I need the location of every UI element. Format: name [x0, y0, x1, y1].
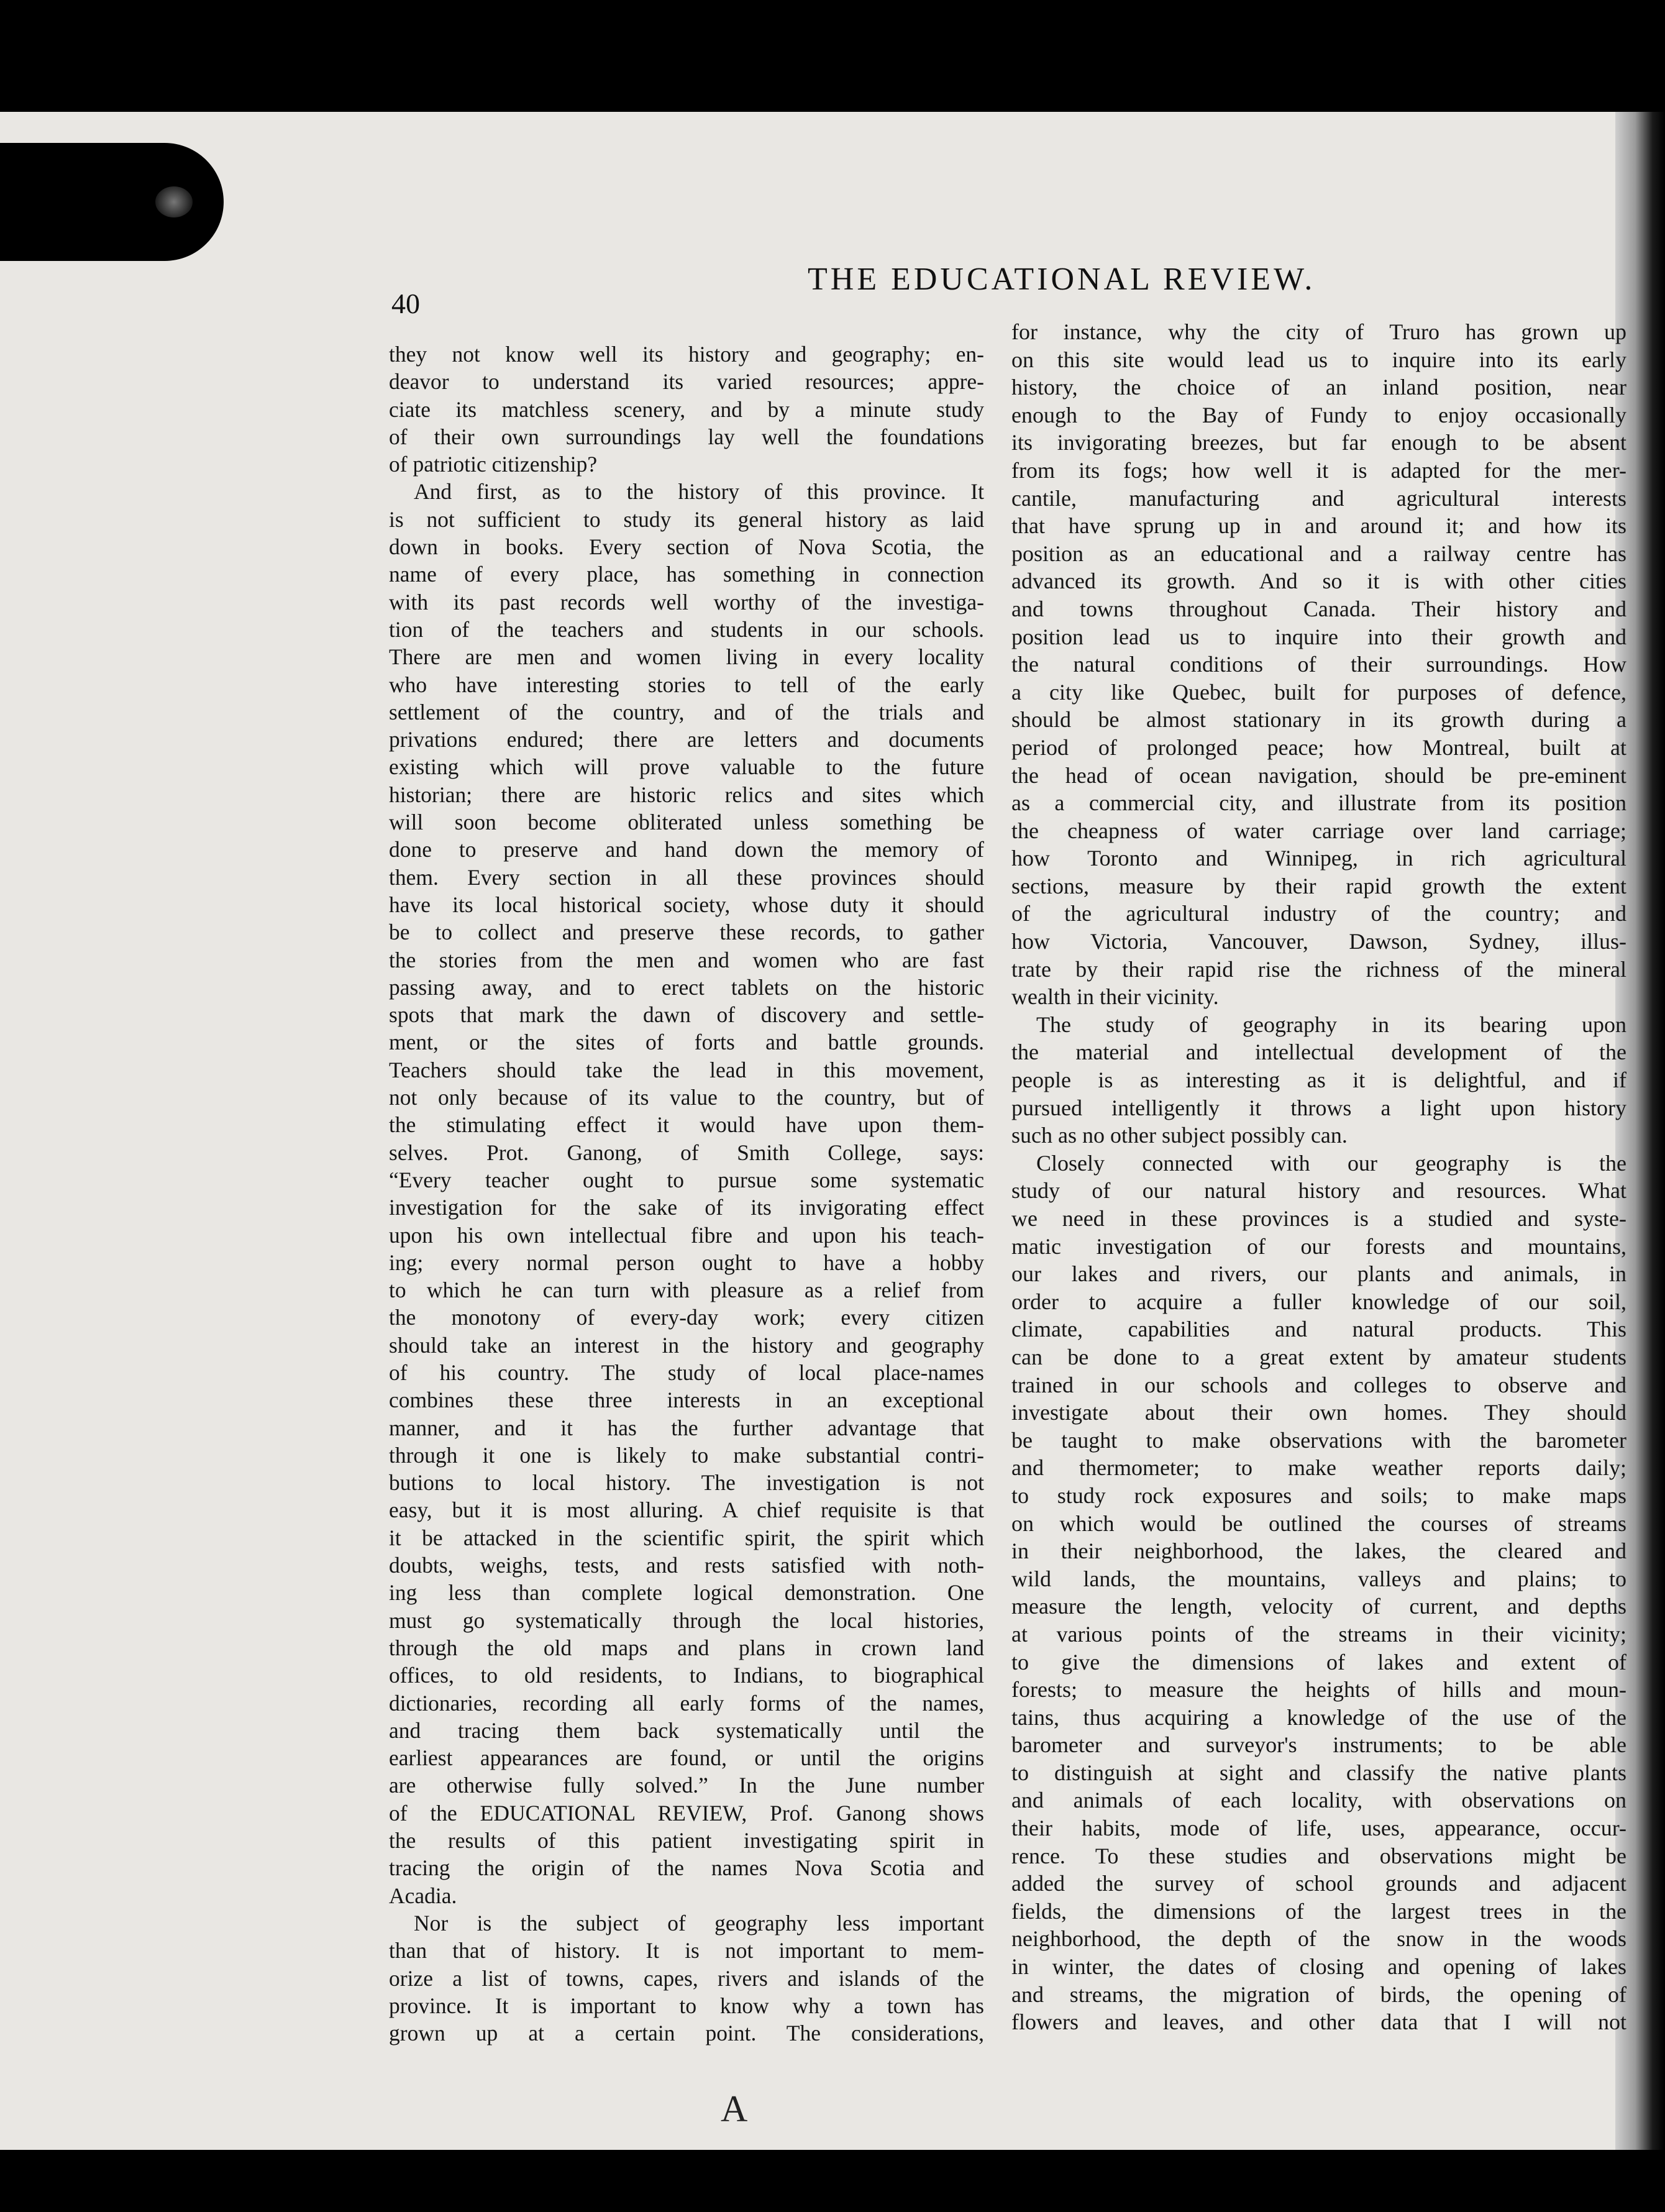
- running-title: THE EDUCATIONAL REVIEW.: [808, 262, 1316, 297]
- text-line: added the survey of school grounds and adjacent: [1011, 1871, 1626, 1896]
- text-line: investigation for the sake of its invigorating effect: [389, 1195, 984, 1220]
- text-line: cantile, manufacturing and agricultural interests: [1011, 485, 1626, 511]
- text-line: ment, or the sites of forts and battle grounds.: [389, 1030, 984, 1055]
- text-line: passing away, and to erect tablets on the historic: [389, 974, 984, 1000]
- text-line: them. Every section in all these provinces should: [389, 864, 984, 890]
- text-line: people is as interesting as it is delightful, and if: [1011, 1067, 1626, 1093]
- text-line: as a commercial city, and illustrate from its position: [1011, 790, 1626, 816]
- text-line: to distinguish at sight and classify the native plants: [1011, 1760, 1626, 1785]
- text-line: who have interesting stories to tell of the early: [389, 672, 984, 697]
- left-column: [389, 340, 984, 2047]
- text-line: wild lands, the mountains, valleys and plains; to: [1011, 1566, 1626, 1591]
- text-line: in winter, the dates of closing and opening of lakes: [1011, 1954, 1626, 1980]
- text-line: done to preserve and hand down the memory of: [389, 837, 984, 862]
- text-line: doubts, weighs, tests, and rests satisfied with noth-: [389, 1553, 984, 1578]
- text-line: history, the choice of an inland position, near: [1011, 375, 1626, 400]
- text-line: flowers and leaves, and other data that I will not: [1011, 2009, 1626, 2035]
- text-line: of patriotic citizenship?: [389, 452, 598, 477]
- text-line: sections, measure by their rapid growth the extent: [1011, 873, 1626, 898]
- text-line: neighborhood, the depth of the snow in the woods: [1011, 1926, 1626, 1952]
- text-line: upon his own intellectual fibre and upon his teach-: [389, 1222, 984, 1248]
- text-line: the head of ocean navigation, should be pre-eminent: [1011, 762, 1626, 788]
- text-line: dictionaries, recording all early forms of the names,: [389, 1690, 984, 1716]
- text-line: are otherwise fully solved.” In the June number: [389, 1773, 984, 1798]
- text-line: advanced its growth. And so it is with other cities: [1011, 569, 1626, 594]
- text-line: to give the dimensions of lakes and extent of: [1011, 1649, 1626, 1675]
- text-line: we need in these provinces is a studied and syste-: [1011, 1206, 1626, 1231]
- text-line: name of every place, has something in connection: [389, 562, 984, 587]
- text-line: for instance, why the city of Truro has grown up: [1011, 319, 1626, 344]
- text-line: should be almost stationary in its growth during a: [1011, 707, 1626, 733]
- text-line: measure the length, velocity of current, and depths: [1011, 1594, 1626, 1619]
- text-line: how Toronto and Winnipeg, in rich agricultural: [1011, 846, 1626, 871]
- text-line: such as no other subject possibly can.: [1011, 1123, 1348, 1148]
- text-line: our lakes and rivers, our plants and animals, in: [1011, 1261, 1626, 1287]
- text-line: manner, and it has the further advantage that: [389, 1415, 984, 1440]
- text-line: study of our natural history and resources. What: [1011, 1178, 1626, 1204]
- text-line: on which would be outlined the courses of streams: [1011, 1510, 1626, 1536]
- text-line: its invigorating breezes, but far enough to be absent: [1011, 430, 1626, 455]
- text-line: spots that mark the dawn of discovery and settle-: [389, 1002, 984, 1028]
- text-line: a city like Quebec, built for purposes of defence,: [1011, 679, 1626, 705]
- text-line: and towns throughout Canada. Their history and: [1011, 596, 1626, 621]
- text-line: in their neighborhood, the lakes, the cleared and: [1011, 1538, 1626, 1564]
- text-line: ciate its matchless scenery, and by a minute study: [389, 396, 984, 422]
- text-line: Nor is the subject of geography less important: [414, 1910, 984, 1936]
- text-line: historian; there are historic relics and sites which: [389, 782, 984, 807]
- text-line: position lead us to inquire into their growth and: [1011, 624, 1626, 649]
- text-line: grown up at a certain point. The considerations,: [389, 2021, 984, 2046]
- text-line: offices, to old residents, to Indians, to biographical: [389, 1663, 984, 1688]
- text-line: rence. To these studies and observations might be: [1011, 1843, 1626, 1868]
- text-line: “Every teacher ought to pursue some systematic: [389, 1167, 984, 1192]
- text-line: butions to local history. The investigation is not: [389, 1470, 984, 1496]
- text-line: the monotony of every-day work; every citizen: [389, 1305, 984, 1330]
- text-line: with its past records well worthy of the investiga-: [389, 589, 984, 615]
- text-line: trate by their rapid rise the richness of the mineral: [1011, 956, 1626, 982]
- binder-clip-shine: [155, 186, 193, 217]
- text-line: through it one is likely to make substantial contri-: [389, 1442, 984, 1468]
- text-line: have its local historical society, whose duty it should: [389, 892, 984, 917]
- text-line: the natural conditions of their surroundings. How: [1011, 652, 1626, 677]
- text-line: Acadia.: [389, 1883, 457, 1908]
- text-line: and thermometer; to make weather reports daily;: [1011, 1455, 1626, 1481]
- text-line: combines these three interests in an exceptional: [389, 1387, 984, 1413]
- text-line: on this site would lead us to inquire into its early: [1011, 347, 1626, 372]
- page-number: 40: [391, 288, 420, 319]
- text-line: of their own surroundings lay well the foundations: [389, 424, 984, 449]
- text-line: existing which will prove valuable to the future: [389, 754, 984, 780]
- text-line: and animals of each locality, with observations on: [1011, 1788, 1626, 1813]
- text-line: should take an interest in the history and geography: [389, 1332, 984, 1358]
- text-line: at various points of the streams in their vicinity;: [1011, 1621, 1626, 1647]
- text-line: privations endured; there are letters and documents: [389, 727, 984, 752]
- text-line: investigate about their own homes. They should: [1011, 1400, 1626, 1425]
- text-line: be to collect and preserve these records, to gather: [389, 920, 984, 945]
- text-line: is not sufficient to study its general history as laid: [389, 506, 984, 532]
- text-line: pursued intelligently it throws a light upon history: [1011, 1095, 1626, 1120]
- text-line: can be done to a great extent by amateur students: [1011, 1344, 1626, 1369]
- text-line: earliest appearances are found, or until the origins: [389, 1745, 984, 1771]
- text-line: barometer and surveyor's instruments; to be able: [1011, 1732, 1626, 1758]
- text-line: Closely connected with our geography is the: [1036, 1150, 1626, 1176]
- text-line: to study rock exposures and soils; to make maps: [1011, 1483, 1626, 1508]
- text-line: ing; every normal person ought to have a hobby: [389, 1250, 984, 1275]
- text-line: tion of the teachers and students in our schools.: [389, 616, 984, 642]
- text-line: province. It is important to know why a town has: [389, 1993, 984, 2018]
- text-line: settlement of the country, and of the trials and: [389, 699, 984, 724]
- text-line: deavor to understand its varied resources; appre-: [389, 369, 984, 395]
- text-line: will soon become obliterated unless something be: [389, 810, 984, 835]
- text-line: tains, thus acquiring a knowledge of the use of the: [1011, 1704, 1626, 1730]
- text-line: Teachers should take the lead in this movement,: [389, 1057, 984, 1082]
- text-line: position as an educational and a railway centre has: [1011, 541, 1626, 566]
- text-line: the results of this patient investigating spirit in: [389, 1828, 984, 1853]
- text-line: ing less than complete logical demonstration. One: [389, 1580, 984, 1606]
- text-line: must go systematically through the local histories,: [389, 1607, 984, 1633]
- text-line: of the agricultural industry of the country; and: [1011, 901, 1626, 926]
- text-line: that have sprung up in and around it; and how its: [1011, 513, 1626, 539]
- text-line: tracing the origin of the names Nova Scotia and: [389, 1855, 984, 1881]
- right-column: [1011, 318, 1626, 2036]
- text-line: and streams, the migration of birds, the opening of: [1011, 1981, 1626, 2007]
- text-line: from its fogs; how well it is adapted for the mer-: [1011, 457, 1626, 483]
- text-line: through the old maps and plans in crown land: [389, 1635, 984, 1660]
- text-line: easy, but it is most alluring. A chief requisite is that: [389, 1497, 984, 1523]
- text-line: and tracing them back systematically until the: [389, 1717, 984, 1743]
- text-line: the stories from the men and women who are fast: [389, 947, 984, 972]
- text-line: of the EDUCATIONAL REVIEW, Prof. Ganong shows: [389, 1800, 984, 1826]
- text-line: the material and intellectual development of the: [1011, 1040, 1626, 1065]
- text-line: their habits, mode of life, uses, appearance, occur-: [1011, 1816, 1626, 1841]
- text-line: it be attacked in the scientific spirit, the spirit which: [389, 1525, 984, 1550]
- text-line: climate, capabilities and natural products. This: [1011, 1317, 1626, 1342]
- text-line: There are men and women living in every locality: [389, 644, 984, 670]
- text-line: And first, as to the history of this province. It: [414, 479, 984, 505]
- text-line: the stimulating effect it would have upon them-: [389, 1112, 984, 1138]
- text-line: forests; to measure the heights of hills and moun-: [1011, 1677, 1626, 1702]
- text-line: wealth in their vicinity.: [1011, 984, 1219, 1010]
- text-line: the cheapness of water carriage over land carriage;: [1011, 818, 1626, 843]
- printer-mark: A: [721, 2088, 748, 2129]
- text-line: period of prolonged peace; how Montreal, built at: [1011, 734, 1626, 760]
- text-line: order to acquire a fuller knowledge of our soil,: [1011, 1289, 1626, 1314]
- text-line: to which he can turn with pleasure as a relief from: [389, 1277, 984, 1303]
- text-line: The study of geography in its bearing upon: [1036, 1012, 1626, 1037]
- text-line: than that of history. It is not important to mem-: [389, 1938, 984, 1963]
- text-line: not only because of its value to the country, but of: [389, 1085, 984, 1110]
- text-line: how Victoria, Vancouver, Dawson, Sydney, illus-: [1011, 929, 1626, 954]
- scan-bottom-edge: [0, 2150, 1665, 2212]
- text-line: fields, the dimensions of the largest trees in the: [1011, 1898, 1626, 1924]
- page-header: [0, 249, 1615, 319]
- text-line: orize a list of towns, capes, rivers and islands of the: [389, 1965, 984, 1991]
- text-line: trained in our schools and colleges to observe and: [1011, 1372, 1626, 1397]
- text-line: of his country. The study of local place-names: [389, 1360, 984, 1385]
- text-line: down in books. Every section of Nova Scotia, the: [389, 534, 984, 560]
- text-line: selves. Prot. Ganong, of Smith College, says:: [389, 1140, 984, 1165]
- text-line: they not know well its history and geography; en-: [389, 342, 984, 367]
- text-line: matic investigation of our forests and mountains,: [1011, 1233, 1626, 1259]
- text-line: be taught to make observations with the barometer: [1011, 1427, 1626, 1453]
- text-line: enough to the Bay of Fundy to enjoy occasionally: [1011, 402, 1626, 427]
